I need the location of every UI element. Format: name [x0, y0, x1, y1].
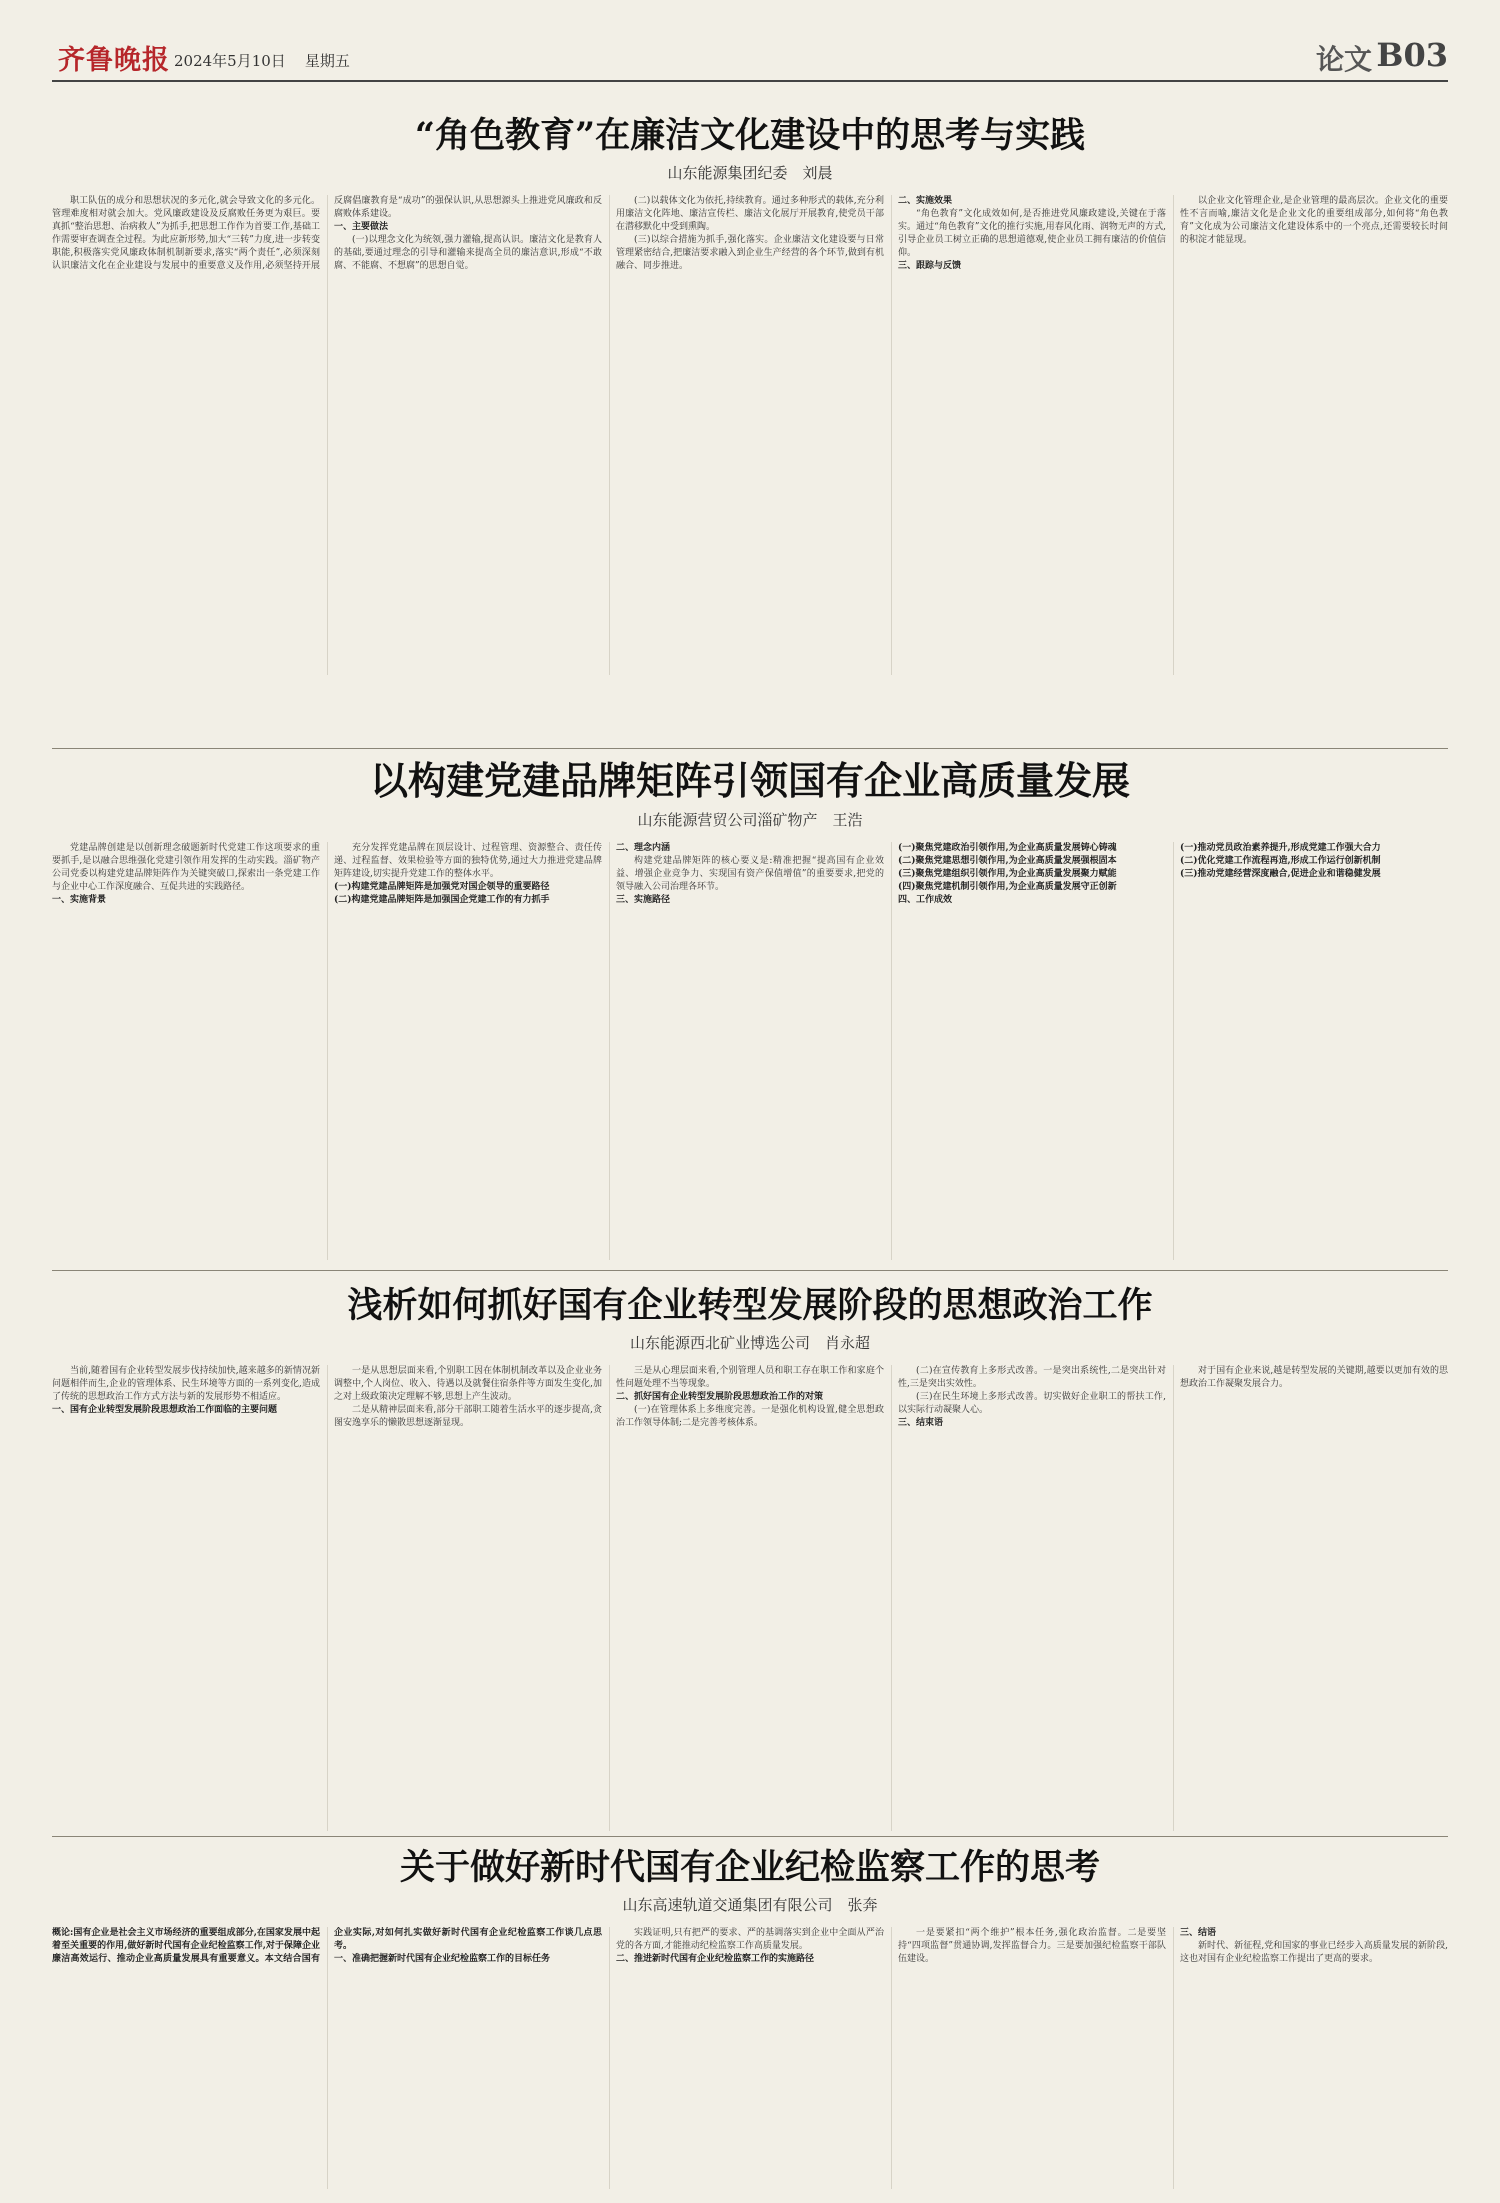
- paragraph: “角色教育”文化成效如何,是否推进党风廉政建设,关键在于落实。通过“角色教育”文化的推行实施,用春风化雨、润物无声的方式,引导企业员工树立正确的思想道德观,使企业员工拥有廉洁的价值信仰。: [898, 209, 1166, 258]
- article-1[interactable]: [52, 108, 1448, 698]
- paragraph: (三)在民生环境上多形式改善。切实做好企业职工的帮扶工作,以实际行动凝聚人心。: [898, 1392, 1166, 1415]
- page-number: B03: [1376, 36, 1448, 74]
- paragraph: 一是从思想层面来看,个别职工因在体制机制改革以及企业业务调整中,个人岗位、收入、待遇以及就餐住宿条件等方面发生变化,加之对上级政策决定理解不够,思想上产生波动。: [334, 1366, 602, 1402]
- section-heading: 三、实施路径: [616, 895, 671, 905]
- article-body: [52, 1927, 1448, 2189]
- article-title[interactable]: 浅析如何抓好国有企业转型发展阶段的思想政治工作: [347, 1285, 1153, 1326]
- section-heading: 一、国有企业转型发展阶段思想政治工作面临的主要问题: [52, 1405, 278, 1415]
- article-3[interactable]: [52, 1278, 1448, 1826]
- article-body: [52, 1365, 1448, 1831]
- section-heading: 二、实施效果: [898, 196, 953, 206]
- article-4[interactable]: [52, 1840, 1448, 2180]
- paragraph: 新时代、新征程,党和国家的事业已经步入高质量发展的新阶段,这也对国有企业纪检监察工作提出了更高的要求。: [1180, 1941, 1448, 1964]
- article-byline: 山东高速轨道交通集团有限公司 张奔: [622, 1896, 878, 1914]
- section-heading: 一、主要做法: [334, 222, 389, 232]
- paragraph: 当前,随着国有企业转型发展步伐持续加快,越来越多的新情况新问题相伴而生,企业的管理体系、民生环境等方面的一系列变化,造成了传统的思想政治工作方式方法与新的发展形势不相适应。: [52, 1366, 320, 1402]
- article-byline: 山东能源西北矿业博选公司 肖永超: [629, 1334, 870, 1352]
- section-heading: 二、推进新时代国有企业纪检监察工作的实施路径: [616, 1954, 815, 1964]
- article-body: [52, 195, 1448, 675]
- paragraph: 构建党建品牌矩阵的核心要义是:精准把握“提高国有企业效益、增强企业竞争力、实现国有资产保值增值”的重要要求,把党的领导融入公司治理各环节。: [616, 856, 884, 892]
- section-heading: (二)优化党建工作流程再造,形成工作运行创新机制: [1180, 856, 1381, 866]
- section-heading: 一、准确把握新时代国有企业纪检监察工作的目标任务: [334, 1954, 551, 1964]
- paragraph: (三)以综合措施为抓手,强化落实。企业廉洁文化建设要与日常管理紧密结合,把廉洁要求融入到企业生产经营的各个环节,做到有机融合、同步推进。: [616, 235, 884, 271]
- section-heading: 四、工作成效: [898, 895, 953, 905]
- section-label: 论文: [1315, 43, 1372, 76]
- paragraph: 一是要紧扣“两个维护”根本任务,强化政治监督。二是要坚持“四项监督”贯通协调,发挥监督合力。三是要加强纪检监察干部队伍建设。: [898, 1928, 1166, 1964]
- article-2[interactable]: [52, 750, 1448, 1250]
- section-heading: (二)构建党建品牌矩阵是加强国企党建工作的有力抓手: [334, 895, 550, 905]
- article-divider: [52, 1270, 1448, 1271]
- weekday-text: 星期五: [304, 52, 350, 70]
- paper-name: 齐鲁晚报: [58, 45, 170, 76]
- section-heading: 一、实施背景: [52, 895, 107, 905]
- section-heading: 三、跟踪与反馈: [898, 261, 962, 271]
- paragraph: 实践证明,只有把严的要求、严的基调落实到企业中全面从严治党的各方面,才能推动纪检监察工作高质量发展。: [616, 1928, 884, 1951]
- article-title[interactable]: “角色教育”在廉洁文化建设中的思考与实践: [414, 115, 1086, 156]
- article-byline: 山东能源集团纪委 刘晨: [667, 164, 833, 182]
- section-heading: 三、结束语: [898, 1418, 944, 1428]
- paragraph: 对于国有企业来说,越是转型发展的关键期,越要以更加有效的思想政治工作凝聚发展合力。: [1180, 1366, 1448, 1389]
- section-heading: (一)聚焦党建政治引领作用,为企业高质量发展铸心铸魂: [898, 843, 1117, 853]
- issue-date: [174, 50, 350, 71]
- article-title[interactable]: 关于做好新时代国有企业纪检监察工作的思考: [399, 1847, 1100, 1888]
- section-heading: (四)聚焦党建机制引领作用,为企业高质量发展守正创新: [898, 882, 1117, 892]
- paragraph: 充分发挥党建品牌在顶层设计、过程管理、资源整合、责任传递、过程监督、效果检验等方面的独特优势,通过大力推进党建品牌矩阵建设,切实提升党建工作的整体水平。: [334, 843, 602, 879]
- paragraph: 以企业文化管理企业,是企业管理的最高层次。企业文化的重要性不言而喻,廉洁文化是企业文化的重要组成部分,如何将“角色教育”文化成为公司廉洁文化建设体系中的一个亮点,还需要较长时间的积淀才能显现。: [1180, 196, 1448, 245]
- date-text: 2024年5月10日: [174, 52, 286, 70]
- section-heading: 三、结语: [1180, 1928, 1217, 1938]
- article-title[interactable]: 以构建党建品牌矩阵引领国有企业高质量发展: [369, 758, 1130, 803]
- paragraph: 三是从心理层面来看,个别管理人员和职工存在职工作和家庭个性问题处理不当等现象。: [616, 1366, 884, 1389]
- paragraph: 党建品牌创建是以创新理念破题新时代党建工作这项要求的重要抓手,是以融合思维强化党建引领作用发挥的生动实践。淄矿物产公司党委以构建党建品牌矩阵作为关键突破口,探索出一条党建工作与企业中心工作深度融合、互促共进的实践路径。: [52, 843, 320, 892]
- masthead: [52, 38, 1448, 82]
- paragraph: (二)以载体文化为依托,持续教育。通过多种形式的载体,充分利用廉洁文化阵地、廉洁宣传栏、廉洁文化展厅开展教育,使党员干部在潜移默化中受到熏陶。: [616, 196, 884, 232]
- section-heading: 二、抓好国有企业转型发展阶段思想政治工作的对策: [616, 1392, 824, 1402]
- article-byline: 山东能源营贸公司淄矿物产 王浩: [637, 811, 863, 829]
- abstract-paragraph: 概论:国有企业是社会主义市场经济的重要组成部分,在国家发展中起着至关重要的作用,做好新时代国有企业纪检监察工作,对于保障企业廉洁高效运行、推动企业高质量发展具有重要意义。本文结合国有企业实际,对如何扎实做好新时代国有企业纪检监察工作谈几点思考。: [52, 1928, 602, 1964]
- paragraph: 二是从精神层面来看,部分干部职工随着生活水平的逐步提高,贪图安逸享乐的懒散思想逐渐显现。: [334, 1405, 602, 1428]
- section-heading: (二)聚焦党建思想引领作用,为企业高质量发展强根固本: [898, 856, 1117, 866]
- section-heading: (三)推动党建经营深度融合,促进企业和谐稳健发展: [1180, 869, 1381, 879]
- article-divider: [52, 1836, 1448, 1837]
- section-heading: 二、理念内涵: [616, 843, 671, 853]
- paragraph: 职工队伍的成分和思想状况的多元化,就会导致文化的多元化。管理难度相对就会加大。党风廉政建设及反腐败任务更为艰巨。要真抓“整治思想、治病救人”为抓手,把思想工作作为首要工作,基础工作需要审查调查全过程。为此应新形势,加大“三转”力度,进一步转变职能,积极落实党风廉政体制机制新要求,落实“两个责任”,必须深刻认识廉洁文化在企业建设与发展中的重要意义及作用,必须坚持开展反腐倡廉教育是“成功”的强保认识,从思想源头上推进党风廉政和反腐败体系建设。: [52, 196, 602, 271]
- paragraph: (一)在管理体系上多维度完善。一是强化机构设置,健全思想政治工作领导体制;二是完善考核体系。: [616, 1405, 884, 1428]
- section-heading: (三)聚焦党建组织引领作用,为企业高质量发展聚力赋能: [898, 869, 1117, 879]
- article-body: [52, 842, 1448, 1260]
- article-divider: [52, 748, 1448, 749]
- section-heading: (一)构建党建品牌矩阵是加强党对国企领导的重要路径: [334, 882, 550, 892]
- section-heading: (一)推动党员政治素养提升,形成党建工作强大合力: [1180, 843, 1381, 853]
- paragraph: (二)在宣传教育上多形式改善。一是突出系统性,二是突出针对性,三是突出实效性。: [898, 1366, 1166, 1389]
- paragraph: (一)以理念文化为统领,强力灌输,提高认识。廉洁文化是教育人的基础,要通过理念的引导和灌输来提高全员的廉洁意识,形成“不敢腐、不能腐、不想腐”的思想自觉。: [334, 235, 602, 271]
